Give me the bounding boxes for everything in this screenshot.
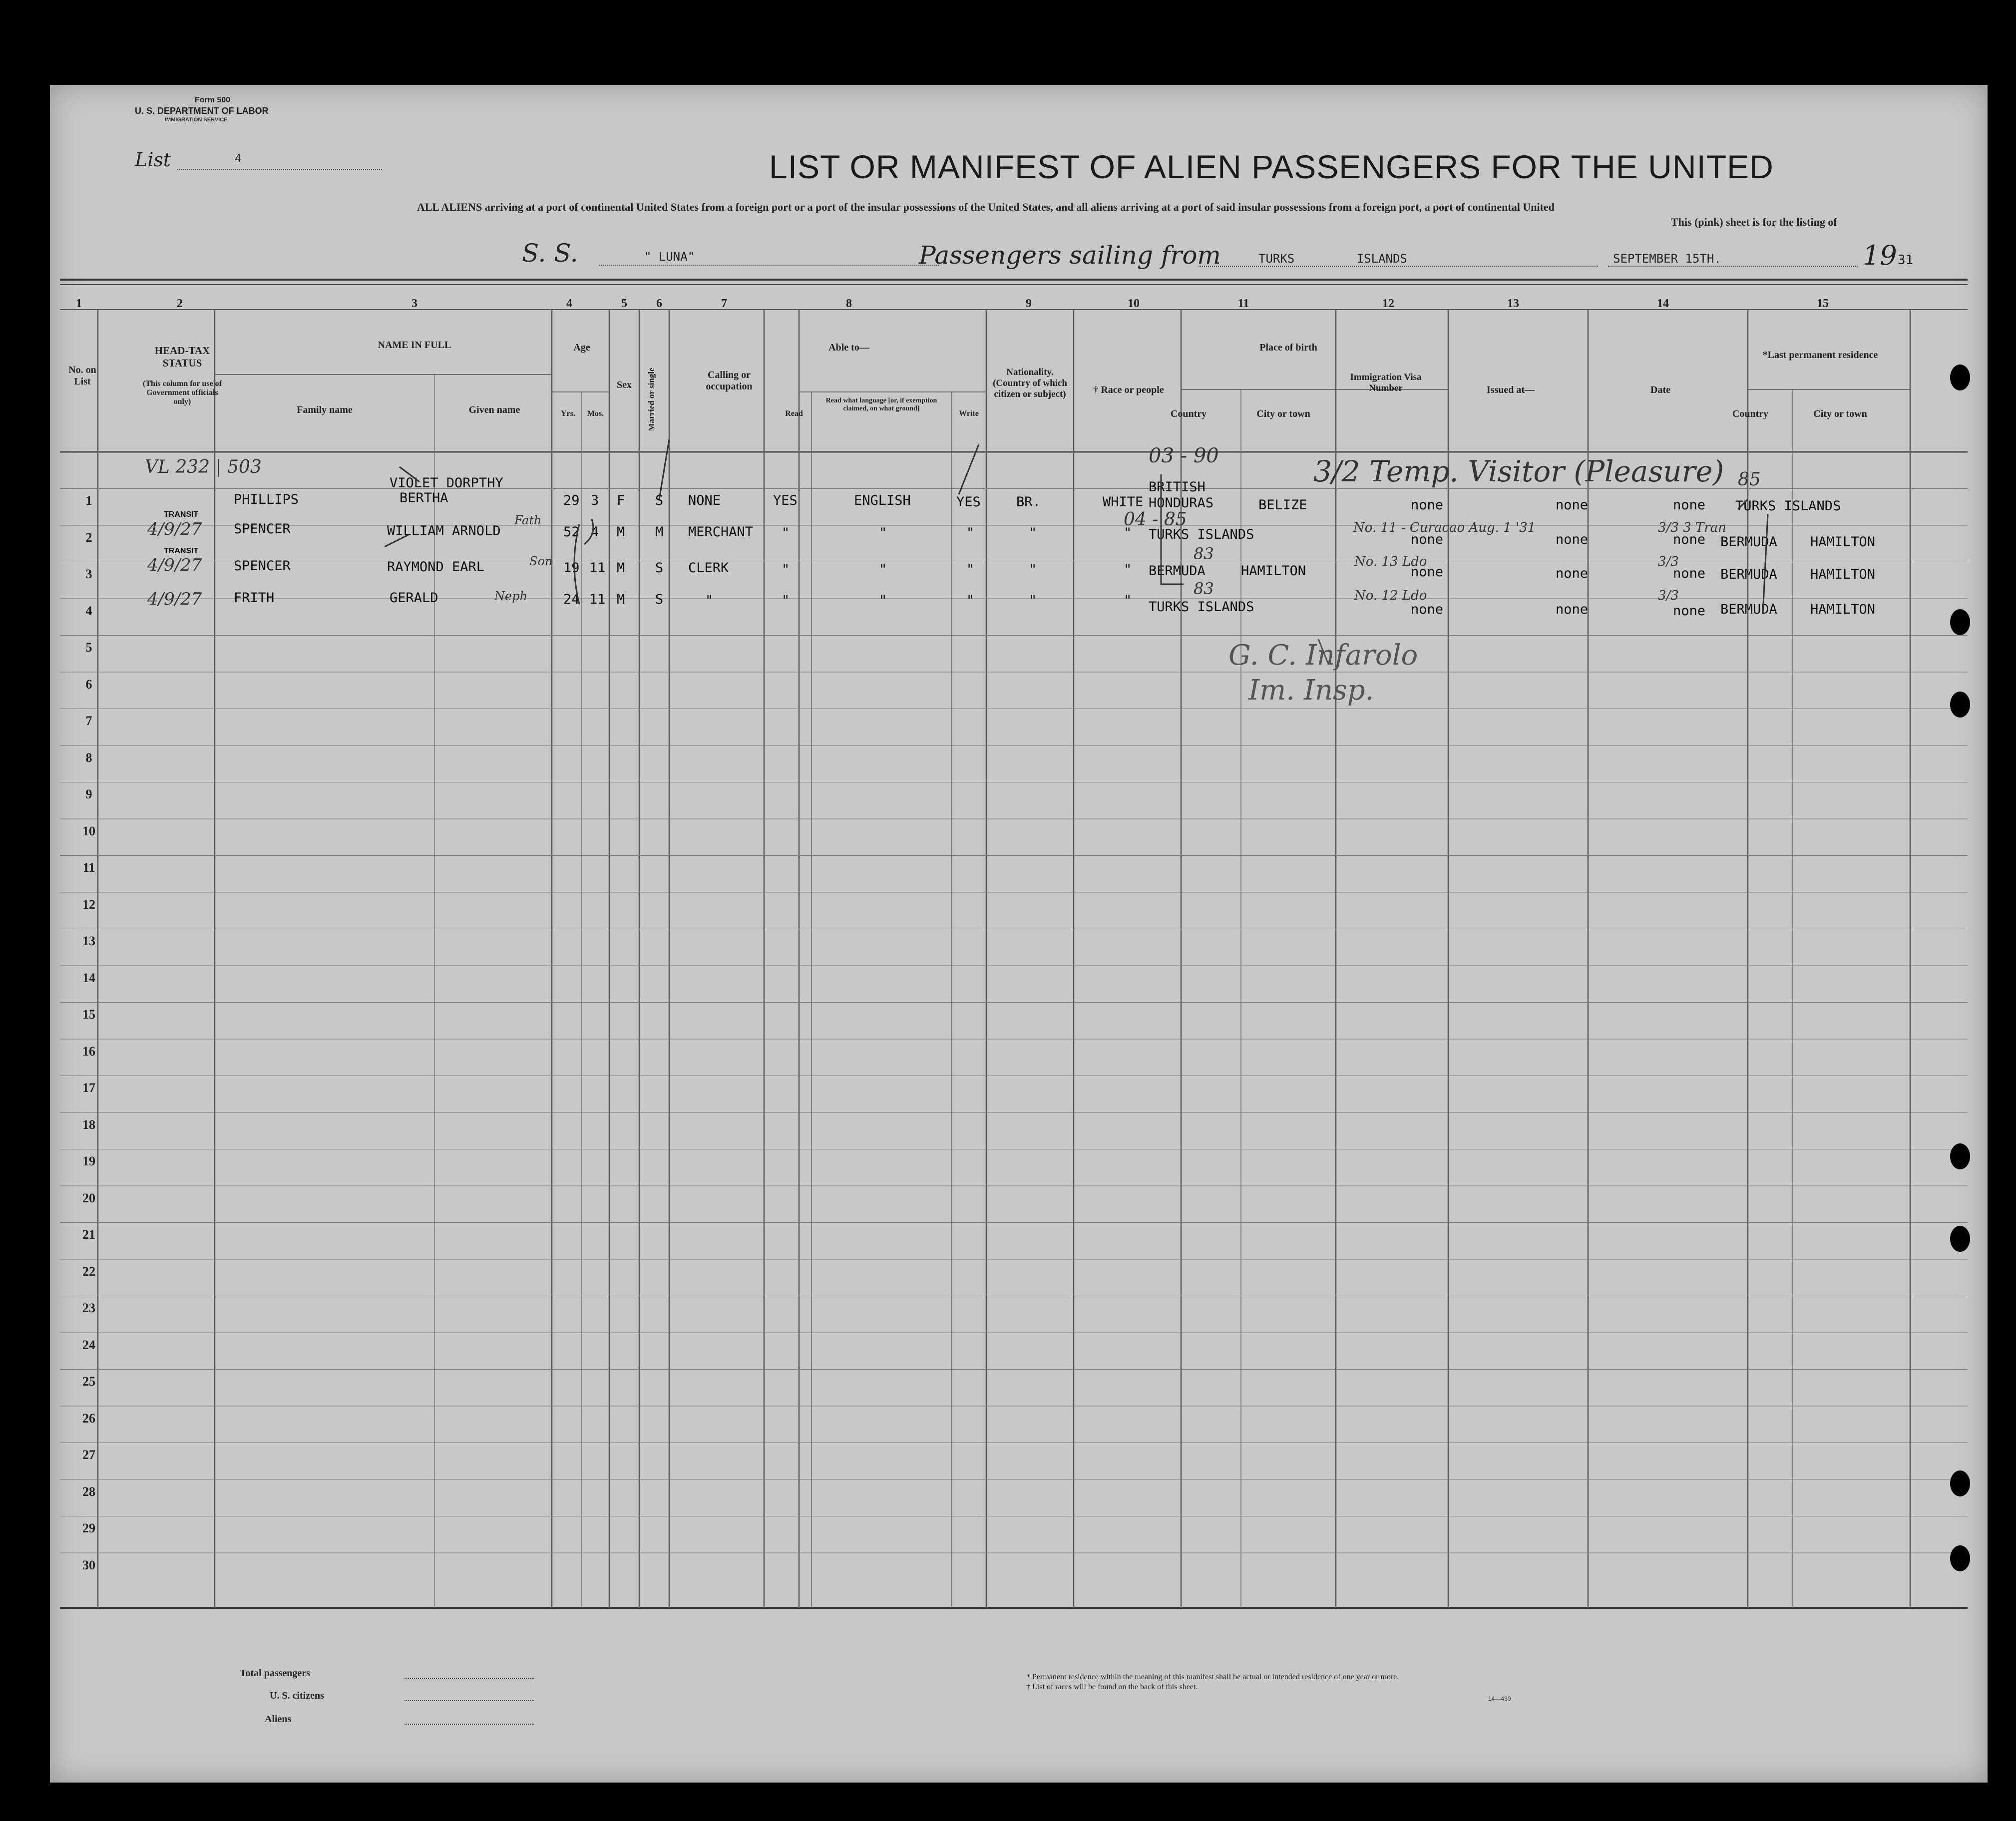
transit-stamp: TRANSIT: [164, 547, 199, 555]
headtax-row-3: 4/9/27: [147, 555, 202, 575]
date-note-row-2: 3/3 3 Tran: [1658, 520, 1726, 535]
row-number: 15: [82, 1007, 95, 1022]
year-suffix: 31: [1898, 253, 1914, 268]
footer-citizens-label: U. S. citizens: [270, 1690, 324, 1701]
visa-note-row-3: No. 13 Ldo: [1354, 554, 1427, 569]
hdr-res-city: City or town: [1813, 408, 1867, 419]
age-months: 4: [591, 524, 599, 540]
hdr-no-on-list: No. on List: [68, 364, 96, 387]
hdr-head-tax: HEAD-TAX STATUS: [154, 345, 210, 369]
hdr-family-name: Family name: [297, 404, 353, 415]
residence-city: HAMILTON: [1810, 534, 1876, 550]
col-num-7: 7: [721, 297, 727, 310]
col-num-12: 12: [1382, 297, 1394, 310]
occupation: MERCHANT: [688, 524, 754, 540]
row-number: 13: [82, 934, 95, 948]
department-label: U. S. DEPARTMENT OF LABOR: [135, 106, 269, 116]
marital-status: M: [655, 524, 664, 540]
hdr-res-country: Country: [1732, 408, 1769, 419]
marital-status: S: [655, 493, 664, 508]
birth-code-row-4: 83: [1194, 579, 1214, 598]
binder-hole: [1950, 364, 1970, 390]
row-number: 25: [82, 1374, 95, 1389]
visa-date: none: [1673, 566, 1706, 581]
can-write: ": [966, 525, 975, 541]
row-number: 16: [82, 1044, 95, 1059]
row-number: 24: [82, 1337, 95, 1352]
hdr-name-in-full: NAME IN FULL: [378, 340, 451, 351]
visa-number: none: [1411, 564, 1444, 580]
birth-country-2: HONDURAS: [1149, 495, 1214, 511]
hdr-date: Date: [1650, 384, 1670, 395]
visa-date: none: [1673, 497, 1706, 513]
birth-code-row-1: 03 - 90: [1149, 444, 1219, 467]
race: ": [1124, 525, 1132, 541]
race: ": [1124, 593, 1132, 608]
issued-at: none: [1556, 566, 1589, 581]
family-name: FRITH: [234, 590, 275, 606]
row-number: 20: [82, 1190, 95, 1205]
age-months: 11: [589, 592, 606, 607]
residence-city: HAMILTON: [1810, 602, 1876, 617]
hdr-race: † Race or people: [1093, 384, 1164, 395]
binder-hole: [1950, 1226, 1970, 1252]
hdr-yrs: Yrs.: [561, 409, 575, 418]
row-number: 18: [82, 1117, 95, 1132]
binder-hole: [1950, 1545, 1970, 1571]
family-name: SPENCER: [234, 558, 291, 574]
transit-stamp: TRANSIT: [164, 510, 199, 519]
row-number: 14: [82, 970, 95, 985]
binder-hole: [1950, 692, 1970, 718]
age-months: 3: [591, 493, 599, 508]
footer-citizens-line: [404, 1700, 534, 1701]
service-label: IMMIGRATION SERVICE: [165, 117, 228, 123]
hdr-issued-at: Issued at—: [1486, 384, 1535, 395]
col-num-4: 4: [566, 297, 572, 310]
col-num-11: 11: [1237, 297, 1249, 310]
sailing-label: Passengers sailing from: [919, 241, 1221, 270]
row-number: 27: [82, 1448, 95, 1462]
visa-note-row-2: No. 11 - Curacao Aug. 1 '31: [1353, 520, 1536, 535]
hdr-occupation: Calling or occupation: [706, 369, 753, 392]
binder-hole: [1950, 1470, 1970, 1496]
occupation: NONE: [688, 493, 721, 508]
hdr-age: Age: [573, 342, 590, 353]
row-number: 8: [85, 750, 92, 765]
residence-country: BERMUDA: [1720, 602, 1777, 617]
visitor-note: 3/2 Temp. Visitor (Pleasure): [1313, 454, 1724, 488]
family-name: SPENCER: [234, 521, 291, 537]
col-num-9: 9: [1026, 297, 1032, 310]
issued-at: none: [1556, 497, 1589, 513]
given-name: RAYMOND EARL: [387, 559, 485, 575]
birth-country: TURKS ISLANDS: [1149, 599, 1254, 615]
footer-code: 14—430: [1488, 1695, 1511, 1702]
occupation: ": [705, 593, 714, 608]
visa-number: none: [1411, 497, 1444, 513]
nationality: ": [1029, 593, 1037, 608]
relation-row-4: Neph: [494, 589, 528, 603]
hdr-able-to: Able to—: [828, 342, 869, 353]
occupation: CLERK: [688, 560, 729, 576]
list-label: List: [135, 149, 171, 171]
row-number: 9: [85, 787, 92, 801]
date-note-row-4: 3/3: [1658, 588, 1679, 603]
issued-at: none: [1556, 602, 1589, 617]
row-number: 26: [82, 1411, 95, 1426]
residence-country: BERMUDA: [1720, 534, 1777, 550]
sex: M: [617, 524, 625, 540]
residence-city: HAMILTON: [1810, 567, 1876, 582]
check-marks: [50, 85, 1988, 1783]
birth-country: BRITISH: [1149, 479, 1206, 495]
col-num-8: 8: [846, 297, 852, 310]
nationality: ": [1029, 562, 1037, 577]
age-years: 52: [563, 524, 580, 540]
marital-status: S: [655, 560, 664, 576]
nationality: ": [1029, 525, 1037, 541]
can-read: YES: [773, 493, 798, 508]
footer-aliens-label: Aliens: [265, 1714, 292, 1725]
can-read: ": [782, 562, 790, 577]
footer-note-races: † List of races will be found on the back of this sheet.: [1026, 1683, 1198, 1691]
residence-country: BERMUDA: [1720, 567, 1777, 582]
birth-code-row-2: 04 - 85: [1124, 509, 1187, 530]
headtax-row-4: 4/9/27: [147, 589, 202, 609]
row-number: 4: [85, 603, 92, 618]
manifest-subtitle-2: This (pink) sheet is for the listing of: [1671, 216, 1837, 228]
race: ": [1124, 562, 1132, 577]
age-months: 11: [589, 560, 606, 576]
can-write: ": [966, 593, 975, 608]
sex: M: [617, 592, 625, 607]
list-value: 4: [235, 153, 242, 165]
year-prefix: 19: [1863, 240, 1897, 271]
row-number: 29: [82, 1521, 95, 1535]
row-number: 12: [82, 897, 95, 912]
row-number: 5: [85, 640, 92, 655]
date-note-row-3: 3/3: [1658, 554, 1679, 569]
birth-code-row-3: 83: [1194, 544, 1214, 563]
can-write: ": [966, 562, 975, 577]
inspector-signature: G. C. Infarolo: [1228, 639, 1418, 672]
can-write: YES: [956, 494, 981, 510]
row-number: 30: [82, 1557, 95, 1572]
row-number: 23: [82, 1301, 95, 1315]
hdr-married: Married or single: [647, 367, 656, 431]
language: ": [879, 562, 887, 577]
sailing-date: SEPTEMBER 15TH.: [1613, 252, 1721, 266]
inspector-title: Im. Insp.: [1248, 674, 1374, 707]
hdr-head-tax-note: (This column for use of Government officials only): [143, 379, 222, 406]
footer-note-residence: * Permanent residence within the meaning of this manifest shall be actual or intended residence of one year or more.: [1026, 1673, 1399, 1681]
given-name: VIOLET DORPTHY: [390, 475, 503, 491]
age-years: 19: [563, 560, 580, 576]
binder-hole: [1950, 1143, 1970, 1169]
marital-status: S: [655, 592, 664, 607]
col-num-15: 15: [1817, 297, 1829, 310]
hdr-write: Write: [959, 409, 979, 418]
hdr-visa-number: Immigration Visa Number: [1350, 372, 1422, 393]
hdr-read: Read: [785, 409, 803, 418]
language: ": [879, 593, 887, 608]
row-number: 22: [82, 1264, 95, 1279]
language: ENGLISH: [854, 493, 911, 508]
row-number: 7: [85, 714, 92, 728]
family-name: PHILLIPS: [234, 492, 299, 507]
visa-date: none: [1673, 603, 1706, 619]
row-number: 17: [82, 1081, 95, 1095]
visa-note-row-4: No. 12 Ldo: [1354, 588, 1427, 603]
col-num-10: 10: [1128, 297, 1140, 310]
row-number: 11: [82, 860, 95, 875]
residence-code: 85: [1738, 469, 1761, 490]
birth-country: TURKS ISLANDS: [1149, 527, 1254, 542]
footer-aliens-line: [404, 1724, 534, 1725]
row-number: 21: [82, 1227, 95, 1242]
visa-number: none: [1411, 532, 1444, 547]
row-number: 2: [85, 530, 92, 545]
col-num-2: 2: [177, 297, 183, 310]
ship-label: S. S.: [522, 239, 578, 268]
birth-city: BELIZE: [1258, 497, 1307, 513]
can-read: ": [782, 525, 790, 541]
sex: F: [617, 493, 625, 508]
headtax-row-1: VL 232 | 503: [145, 457, 262, 477]
row-number: 3: [85, 567, 92, 581]
hdr-given-name: Given name: [468, 404, 520, 415]
hdr-birth-city: City or town: [1256, 408, 1310, 419]
hdr-birth-country: Country: [1170, 408, 1207, 419]
given-name: GERALD: [390, 590, 438, 606]
can-read: ": [782, 593, 790, 608]
col-num-6: 6: [656, 297, 662, 310]
language: ": [879, 525, 887, 541]
row-number: 1: [85, 493, 92, 508]
age-years: 29: [563, 493, 580, 508]
ship-name: " LUNA": [644, 250, 695, 264]
col-num-1: 1: [76, 297, 82, 310]
relation-row-2: Fath: [514, 513, 542, 527]
hdr-mos: Mos.: [587, 409, 604, 418]
manifest-subtitle: ALL ALIENS arriving at a port of continental United States from a foreign port or a port of the insular possessions of the United States, and all aliens arriving at a port of said insular possessions from a foreign port, a port of continental United: [417, 201, 1555, 213]
sailing-port: TURKS ISLANDS: [1258, 252, 1407, 266]
binder-hole: [1950, 609, 1970, 635]
visa-date: none: [1673, 532, 1706, 547]
given-name: WILLIAM ARNOLD: [387, 523, 501, 539]
relation-row-3: Son: [529, 554, 553, 568]
row-number: 19: [82, 1154, 95, 1168]
headtax-row-2: 4/9/27: [147, 519, 202, 539]
issued-at: none: [1556, 532, 1589, 547]
footer-total-line: [404, 1678, 534, 1679]
manifest-title: LIST OR MANIFEST OF ALIEN PASSENGERS FOR THE UNITED: [769, 148, 1774, 185]
age-years: 24: [563, 592, 580, 607]
row-number: 6: [85, 677, 92, 692]
col-num-3: 3: [411, 297, 417, 310]
hdr-place-of-birth: Place of birth: [1259, 342, 1317, 353]
race: WHITE: [1103, 494, 1144, 510]
hdr-last-residence: *Last permanent residence: [1762, 350, 1878, 361]
hdr-sex: Sex: [617, 379, 632, 390]
hdr-read-language: Read what language [or, if exemption claimed, on what ground]: [825, 397, 937, 412]
sex: M: [617, 560, 625, 576]
hdr-nationality: Nationality. (Country of which citizen or subject): [993, 367, 1067, 399]
row-number: 28: [82, 1484, 95, 1499]
footer-total-label: Total passengers: [240, 1668, 310, 1679]
manifest-sheet: [50, 85, 1988, 1783]
nationality: BR.: [1016, 494, 1041, 510]
visa-number: none: [1411, 602, 1444, 617]
col-num-14: 14: [1657, 297, 1669, 310]
given-name-2: BERTHA: [400, 490, 448, 506]
birth-country: BERMUDA: [1149, 563, 1206, 579]
birth-city: HAMILTON: [1241, 563, 1306, 579]
col-num-13: 13: [1507, 297, 1519, 310]
row-number: 10: [82, 823, 95, 838]
col-num-5: 5: [621, 297, 627, 310]
form-number: Form 500: [195, 96, 231, 104]
residence-country: TURKS ISLANDS: [1735, 498, 1841, 514]
